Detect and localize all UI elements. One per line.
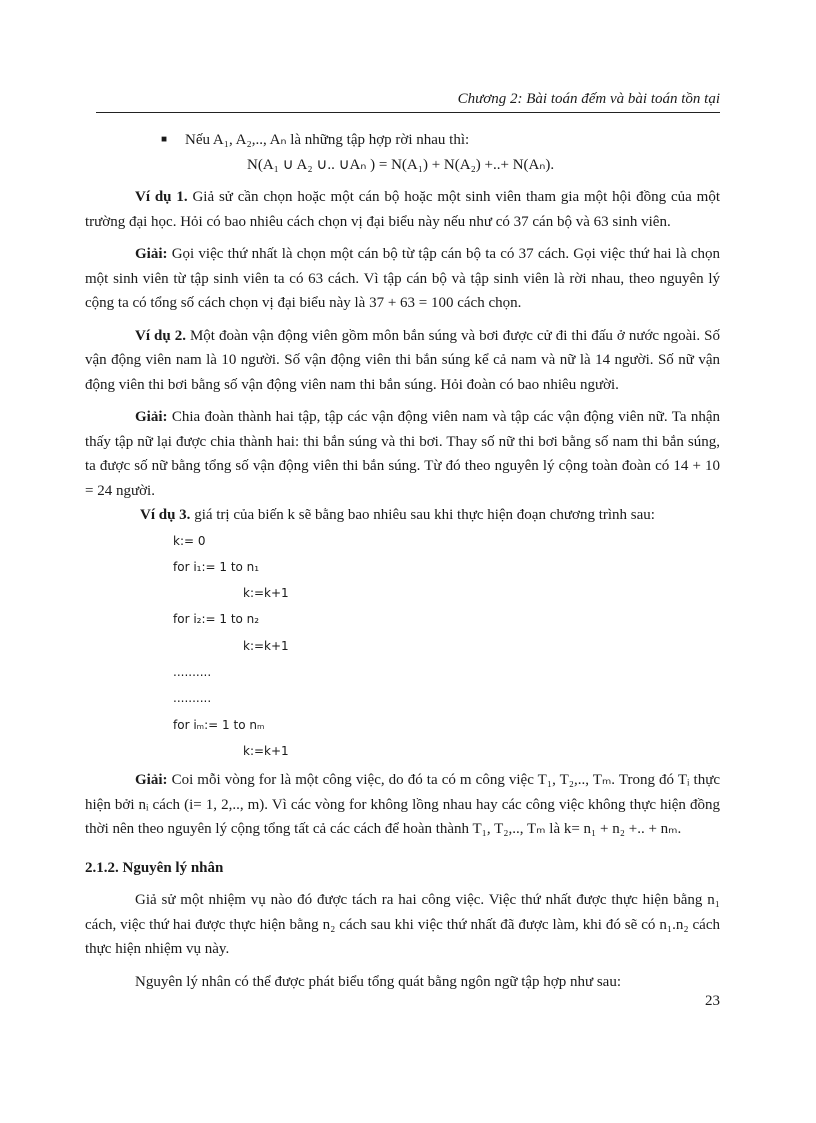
solution-3-text: Coi mỗi vòng for là một công việc, do đó ta có m công việc T₁, T₂,.., Tₘ. Trong đó Tᵢ thực hiện bởi nᵢ cách (i= 1, 2,.., m). Vì các vòng for không lồng nhau hay các công việc không thực hiện đồng thời nên theo nguyên lý cộng tổng tất cả các cách để hoàn thành T₁, T₂,.., Tₘ là k= n₁ + n₂ +.. + nₘ. [85, 772, 720, 838]
example-3-text: giá trị của biến k sẽ bằng bao nhiêu sau khi thực hiện đoạn chương trình sau: [190, 507, 655, 523]
page-number: 23 [705, 993, 720, 1009]
bullet-text: Nếu A₁, A₂,.., Aₙ là những tập hợp rời nhau thì: [185, 132, 470, 148]
example-1-text: Giả sử cần chọn hoặc một cán bộ hoặc một sinh viên tham gia một hội đồng của một trường đại học. Hỏi có bao nhiêu cách chọn vị đại biểu này nếu như có 37 cán bộ và 63 sinh viên. [85, 189, 721, 230]
code-line: for i₂:= 1 to n₂ [173, 612, 260, 627]
example-2-text: Một đoàn vận động viên gồm môn bắn súng và bơi được cử đi thi đấu ở nước ngoài. Số vận động viên nam là 10 người. Số vận động viên thi bắn súng kể cả nam và nữ là 14 người. Số nữ vận động viên thi bơi bằng số vận động viên nam thi bắn súng. Hỏi đoàn có bao nhiêu người. [85, 327, 720, 393]
example-2 [85, 324, 720, 398]
code-line: for i₁:= 1 to n₁ [173, 559, 260, 574]
solution-3 [85, 768, 720, 842]
solution-2-text: Chia đoàn thành hai tập, tập các vận động viên nam và tập các vận động viên nữ. Ta nhận thấy tập nữ lại được chia thành hai: thi bắn súng và thi bơi. Thay số nữ thi bơi bằng số nam thi bắn súng, ta được số nữ bằng tổng số vận động viên thi bắn súng. Từ đó theo nguyên lý cộng toàn đoàn có 14 + 10 = 24 người. [85, 409, 720, 499]
code-line: k:=k+1 [243, 586, 289, 601]
solution-3-label: Giải: [135, 772, 168, 789]
example-1-label: Ví dụ 1. [135, 189, 188, 205]
code-line: k:=k+1 [243, 638, 289, 653]
bullet-item [85, 128, 720, 153]
code-line: for iₘ:= 1 to nₘ [173, 717, 265, 732]
header-rule [96, 112, 720, 113]
code-line: k:=k+1 [243, 743, 289, 758]
example-3 [85, 503, 720, 528]
solution-2-label: Giải: [135, 409, 168, 425]
example-1 [85, 185, 720, 234]
example-3-label: Ví dụ 3. [140, 507, 191, 523]
paragraph: Giả sử một nhiệm vụ nào đó được tách ra hai công việc. Việc thứ nhất được thực hiện bằng n₁ cách, việc thứ hai được thực hiện bằng n₂ cách sau khi việc thứ nhất đã được làm, khi đó sẽ có n₁.n₂ cách thực hiện nhiệm vụ này. [85, 892, 720, 958]
running-header: Chương 2: Bài toán đếm và bài toán tồn tại [457, 91, 720, 107]
union-formula: N(A₁ ∪ A₂ ∪.. ∪Aₙ ) = N(A₁) + N(A₂) +..+ N(Aₙ). [247, 156, 555, 173]
solution-1-label: Giải: [135, 246, 168, 262]
solution-1 [85, 242, 720, 316]
solution-2 [85, 405, 720, 503]
example-2-label: Ví dụ 2. [135, 327, 186, 344]
code-block [85, 528, 720, 765]
bullet-square-icon: ■ [161, 134, 168, 145]
code-line: k:= 0 [173, 533, 206, 548]
section-heading: 2.1.2. Nguyên lý nhân [85, 859, 224, 876]
page-body [85, 122, 720, 994]
solution-1-text: Gọi việc thứ nhất là chọn một cán bộ từ tập cán bộ ta có 37 cách. Gọi việc thứ hai là chọn một sinh viên từ tập sinh viên ta có 63 cách. Vì tập cán bộ và tập sinh viên là rời nhau, theo nguyên lý cộng ta có tổng số cách chọn vị đại biểu này là 37 + 63 = 100 cách chọn. [85, 246, 720, 311]
code-line: .......... [173, 691, 212, 706]
paragraph: Nguyên lý nhân có thể được phát biểu tổng quát bằng ngôn ngữ tập hợp như sau: [135, 973, 621, 990]
code-line: .......... [173, 664, 212, 679]
